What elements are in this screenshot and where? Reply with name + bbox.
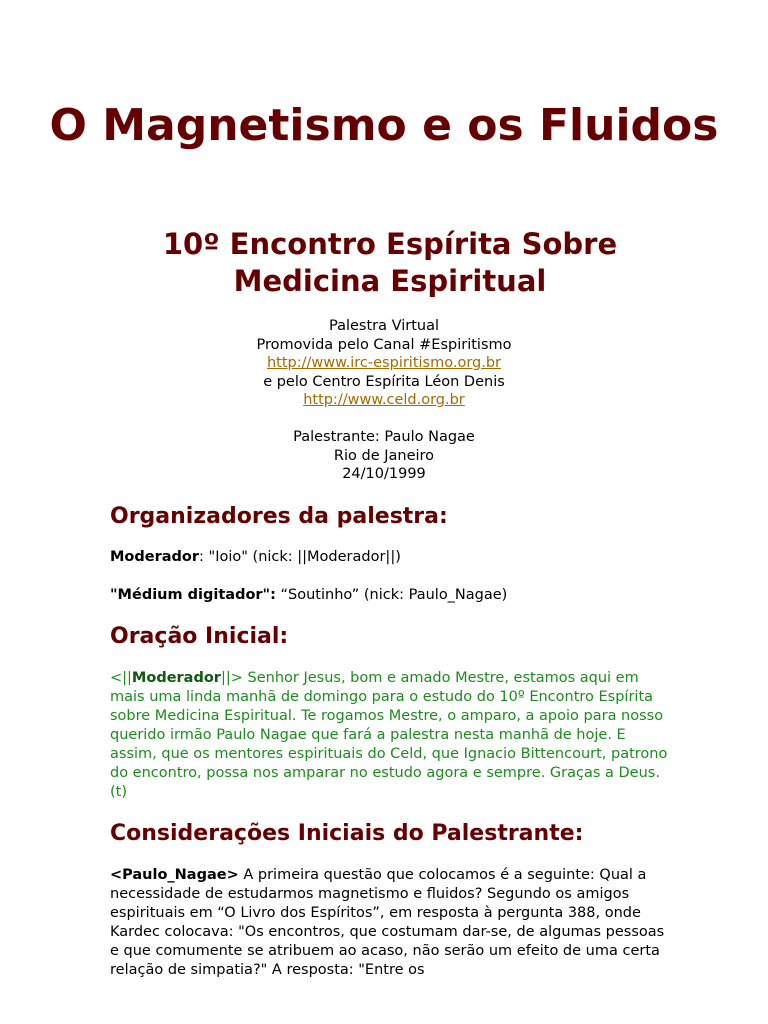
moderator-value: : "Ioio" (nick: ||Moderador||) [199, 549, 401, 565]
info-line-center: e pelo Centro Espírita Léon Denis [263, 373, 505, 390]
celd-link[interactable]: http://www.celd.org.br [303, 392, 465, 408]
prayer-paragraph [110, 669, 670, 802]
organizers-heading: Organizadores da palestra: [110, 504, 448, 529]
irc-espiritismo-link[interactable]: http://www.irc-espiritismo.org.br [266, 355, 502, 371]
info-line-virtual: Palestra Virtual [328, 318, 439, 334]
considerations-paragraph [110, 866, 670, 980]
medium-line [110, 586, 670, 605]
nick-close: ||> [220, 670, 243, 686]
moderator-label: Moderador [110, 549, 200, 565]
medium-value: “Soutinho” (nick: Paulo_Nagae) [275, 587, 508, 603]
moderator-nick: Moderador [131, 670, 221, 686]
considerations-heading: Considerações Iniciais do Palestrante: [110, 821, 584, 846]
speaker-nick: <Paulo_Nagae> [110, 867, 239, 883]
considerations-text: A primeira questão que colocamos é a seguinte: Qual a necessidade de estudarmos magnetismo e fluidos? Segundo os amigos espirituais em “O Livro dos Espíritos”, em resposta à pergunta 388, onde Kardec colocava: "Os encontros, que costumam dar-se, de algumas pessoas e que comumente se atribuem ao acaso, não serão um efeito de uma certa relação de simpatia?" A resposta: "Entre os [110, 867, 665, 978]
info-line-promoted: Promovida pelo Canal #Espiritismo [256, 336, 512, 353]
nick-open: <|| [110, 670, 132, 686]
moderator-line [110, 548, 670, 567]
info-date: 24/10/1999 [342, 466, 426, 482]
info-speaker: Palestrante: Paulo Nagae [293, 429, 475, 445]
page-subtitle: 10º Encontro Espírita Sobre Medicina Espiritual [162, 227, 618, 298]
page-title: O Magnetismo e os Fluidos [49, 100, 719, 151]
medium-label: "Médium digitador": [110, 587, 276, 603]
info-city: Rio de Janeiro [333, 447, 435, 464]
prayer-text: Senhor Jesus, bom e amado Mestre, estamos aqui em mais uma linda manhã de domingo para o estudo do 10º Encontro Espírita sobre Medicina Espiritual. Te rogamos Mestre, o amparo, a apoio para nosso querido irmão Paulo Nagae que fará a palestra nesta manhã de hoje. E assim, que os mentores espirituais do Celd, que Ignacio Bittencourt, patrono do encontro, possa nos amparar no estudo agora e sempre. Graças a Deus. (t) [110, 670, 668, 800]
prayer-heading: Oração Inicial: [110, 624, 289, 649]
lecture-info [0, 317, 768, 484]
